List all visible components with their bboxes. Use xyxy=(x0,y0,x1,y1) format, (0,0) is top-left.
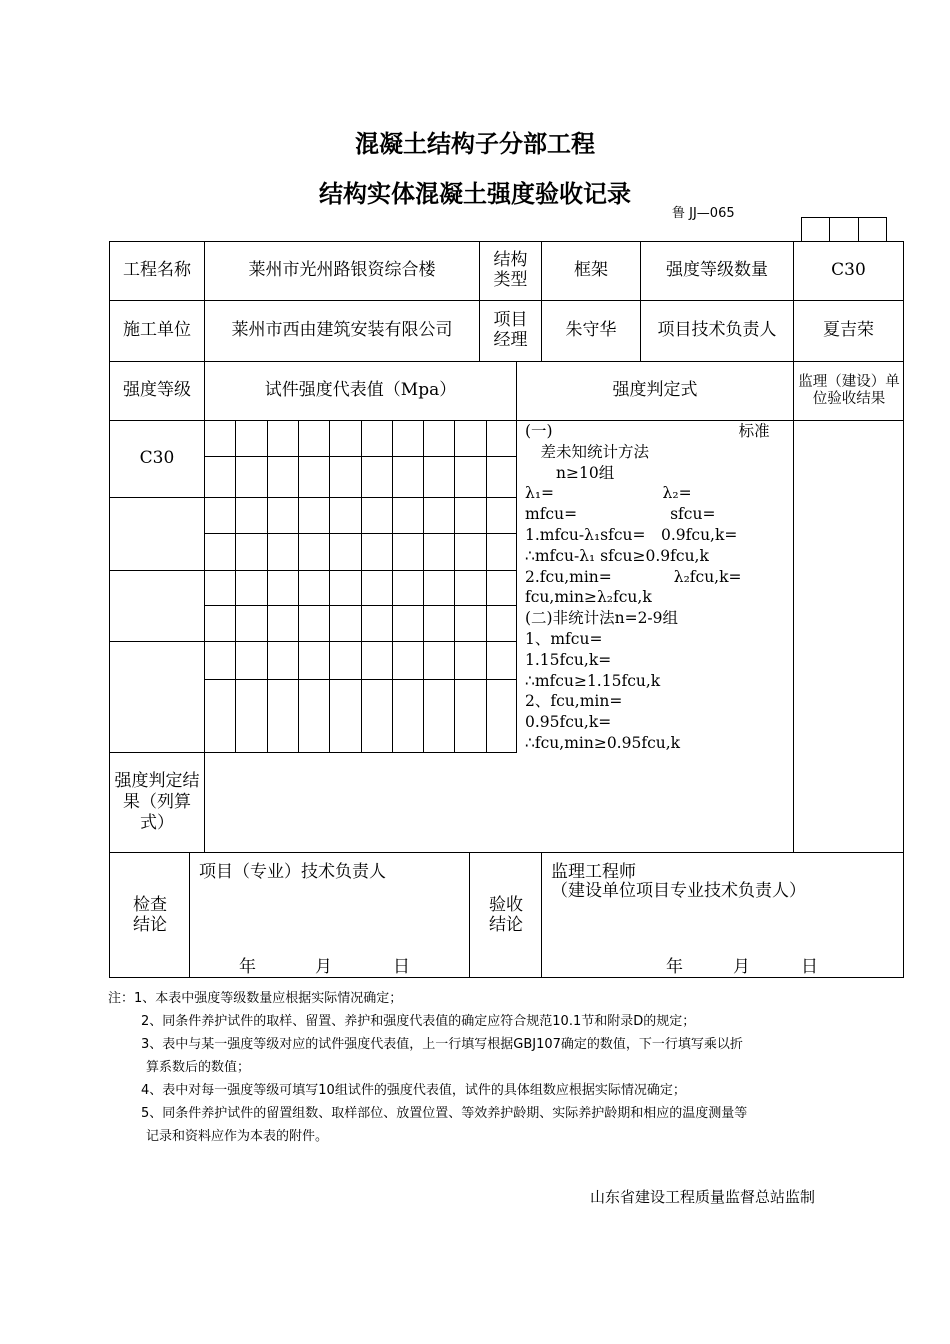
formula-line: ∴fcu,min≥0.95fcu,k xyxy=(525,733,681,752)
formula-line: n≥10组 xyxy=(525,463,615,482)
contractor-label: 施工单位 xyxy=(123,320,191,341)
formula-header: 强度判定式 xyxy=(612,380,698,401)
inspection-month: 月 xyxy=(315,957,332,977)
grade-entry-3 xyxy=(110,571,204,641)
formula-line: (二)非统计法n=2-9组 xyxy=(525,609,679,628)
grade-count-label: 强度等级数量 xyxy=(666,260,768,281)
formula-line: fcu,min≥λ₂fcu,k xyxy=(525,588,652,607)
note-item: 5、同条件养护试件的留置组数、取样部位、放置位置、等效养护龄期、实际养护龄期和相应的温度测量等 xyxy=(141,1106,748,1121)
issuer: 山东省建设工程质量监督总站监制 xyxy=(590,1188,816,1206)
inspection-year: 年 xyxy=(239,957,256,977)
note-item: 算系数后的数值； xyxy=(146,1060,251,1075)
note-item: 4、表中对每一强度等级可填写10组试件的强度代表值，试件的具体组数应根据实际情况确定； xyxy=(141,1083,686,1098)
formula-line: 0.95fcu,k= xyxy=(525,713,612,732)
formula-line: ∴mfcu≥1.15fcu,k xyxy=(525,671,661,690)
grade-entry-1: C30 xyxy=(139,448,175,469)
acceptance-label: 验收结论 xyxy=(489,894,523,935)
formula-line: 1、mfcu= xyxy=(525,629,603,648)
page-subtitle: 结构实体混凝土强度验收记录 xyxy=(319,180,631,208)
formula-line: λ₁= λ₂= xyxy=(525,484,692,503)
contractor-value: 莱州市西由建筑安装有限公司 xyxy=(231,320,453,341)
values-header: 试件强度代表值（Mpa） xyxy=(264,380,457,401)
manager-label: 项目经理 xyxy=(493,310,528,350)
acceptance-signer: 监理工程师 xyxy=(551,862,636,882)
tech-lead-label: 项目技术负责人 xyxy=(657,320,777,341)
note-item: 3、表中与某一强度等级对应的试件强度代表值，上一行填写根据GBJ107确定的数值，下一行填写乘以折 xyxy=(141,1037,743,1052)
formula-block xyxy=(525,421,789,754)
acceptance-year: 年 xyxy=(666,957,683,977)
acceptance-month: 月 xyxy=(733,957,750,977)
inspection-day: 日 xyxy=(393,957,410,977)
project-name-label: 工程名称 xyxy=(123,260,191,281)
structure-type-value: 框架 xyxy=(574,260,608,281)
form-code: 鲁 JJ—065 xyxy=(672,206,735,221)
inspection-signer: 项目（专业）技术负责人 xyxy=(199,862,386,882)
grade-header: 强度等级 xyxy=(123,380,191,401)
grade-count-value: C30 xyxy=(831,260,866,281)
note-item: 记录和资料应作为本表的附件。 xyxy=(146,1129,329,1144)
formula-line: 差未知统计方法 xyxy=(525,442,650,461)
formula-line: 2、fcu,min= xyxy=(525,692,623,711)
grade-entry-2 xyxy=(110,498,204,570)
manager-value: 朱守华 xyxy=(565,320,617,341)
supervisor-result-header: 监理（建设）单位验收结果 xyxy=(798,373,900,407)
inspection-label: 检查结论 xyxy=(133,894,167,935)
tech-lead-value: 夏吉荣 xyxy=(823,320,874,341)
result-label: 强度判定结果（列算式） xyxy=(114,770,200,834)
formula-line: 1.15fcu,k= xyxy=(525,650,612,669)
acceptance-signer-detail: （建设单位项目专业技术负责人） xyxy=(551,881,806,901)
formula-line: (一) 标准 xyxy=(525,422,770,440)
note-item: 2、同条件养护试件的取样、留置、养护和强度代表值的确定应符合规范10.1节和附录D的规定； xyxy=(141,1014,696,1029)
formula-line: 1.mfcu-λ₁sfcu= 0.9fcu,k= xyxy=(525,525,738,544)
acceptance-day: 日 xyxy=(801,957,818,977)
notes xyxy=(108,987,747,1148)
formula-line: mfcu= sfcu= xyxy=(525,505,716,524)
formula-line: 2.fcu,min= λ₂fcu,k= xyxy=(525,567,742,586)
note-item: 注：1、本表中强度等级数量应根据实际情况确定； xyxy=(108,991,403,1006)
formula-line: ∴mfcu-λ₁ sfcu≥0.9fcu,k xyxy=(525,546,709,565)
page-title: 混凝土结构子分部工程 xyxy=(355,130,595,158)
grade-entry-4 xyxy=(110,642,204,752)
project-name-value: 莱州市光州路银资综合楼 xyxy=(248,260,436,281)
structure-type-label: 结构类型 xyxy=(493,250,528,290)
